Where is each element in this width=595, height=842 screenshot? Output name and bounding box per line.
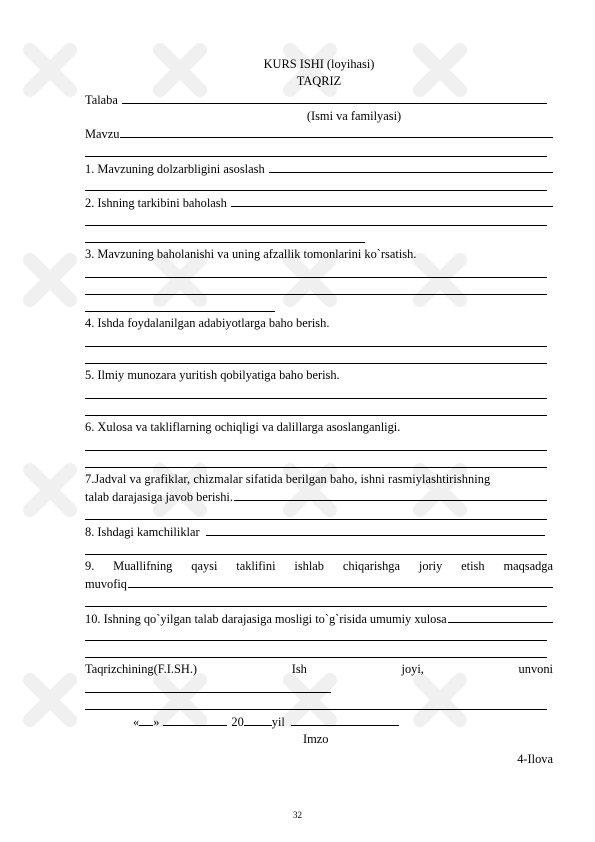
- day-field[interactable]: [139, 713, 153, 726]
- item-10-field[interactable]: [448, 610, 553, 623]
- student-label: Talaba: [85, 92, 118, 107]
- date-close-quote: »: [153, 715, 160, 730]
- item-4-field-line-1[interactable]: [85, 333, 553, 350]
- title-label: unvoni: [518, 662, 553, 677]
- item-7-label-line-1: [85, 471, 553, 488]
- appendix-label: 4-Ilova: [517, 751, 553, 766]
- item-9-word-8: etish: [461, 558, 485, 573]
- item-9-word-9: maqsadga: [503, 558, 553, 573]
- item-9-field-line-2[interactable]: [85, 592, 553, 609]
- item-6-label: 6. Xulosa va takliflarning ochiqligi va dalillarga asoslanganligi.: [85, 420, 401, 435]
- topic-field[interactable]: [120, 125, 553, 138]
- student-row: [85, 91, 553, 108]
- topic-label: Mavzu: [85, 127, 120, 142]
- year-field[interactable]: [244, 713, 272, 726]
- item-8-row: [85, 523, 553, 540]
- review-form: [85, 56, 553, 770]
- year-prefix: 20: [231, 715, 244, 730]
- signature-label: Imzo: [303, 731, 329, 746]
- item-9-row: [85, 575, 553, 592]
- item-10-field-line-3[interactable]: [85, 644, 553, 661]
- topic-row: [85, 125, 553, 142]
- student-hint: (Ismi va familyasi): [306, 108, 402, 123]
- item-5-field-line-2[interactable]: [85, 402, 553, 419]
- workplace-label-2: joyi,: [401, 662, 424, 677]
- form-title: KURS ISHI (loyihasi): [263, 57, 375, 71]
- reviewer-field-line-2[interactable]: [85, 696, 553, 713]
- item-2-field-line-3[interactable]: [85, 229, 553, 246]
- item-4-label: 4. Ishda foydalanilgan adabiyotlarga baho berish.: [85, 316, 330, 331]
- signature-field[interactable]: [291, 713, 399, 726]
- item-1-label: 1. Mavzuning dolzarbligini asoslash: [85, 161, 265, 176]
- item-9-word-2: Muallifning: [113, 558, 173, 573]
- date-open-quote: «: [133, 715, 140, 730]
- item-7-field[interactable]: [234, 488, 547, 501]
- item-7-row: [85, 488, 553, 505]
- item-2-field[interactable]: [231, 194, 553, 207]
- item-10-row: [85, 610, 553, 627]
- item-9-word-1: 9.: [85, 558, 95, 573]
- student-name-field[interactable]: [122, 91, 547, 104]
- reviewer-label: Taqrizchining(F.I.SH.): [85, 662, 198, 677]
- item-9-word-7: joriy: [418, 558, 443, 573]
- item-9-word-4: taklifini: [236, 558, 276, 573]
- item-9-label-b: muvofiq: [85, 576, 127, 591]
- item-10-field-line-2[interactable]: [85, 627, 553, 644]
- item-1-field[interactable]: [269, 160, 553, 173]
- item-2-row: [85, 194, 553, 211]
- item-5-label: 5. Ilmiy munozara yuritish qobilyatiga baho berish.: [85, 368, 340, 383]
- date-row: [85, 713, 553, 730]
- item-9-field[interactable]: [128, 575, 553, 588]
- item-3-label: 3. Mavzuning baholanishi va uning afzallik tomonlarini ko`rsatish.: [85, 247, 417, 262]
- item-4-field-line-2[interactable]: [85, 350, 553, 367]
- item-6-field-line-2[interactable]: [85, 454, 553, 471]
- item-7-label-b: talab darajasiga javob berishi.: [85, 490, 233, 505]
- page-number: 32: [293, 810, 302, 820]
- item-9-word-3: qaysi: [191, 558, 218, 573]
- item-3-field-line-2[interactable]: [85, 281, 553, 298]
- item-9-label-line-1: [85, 558, 553, 575]
- item-9-word-6: chiqarishga: [342, 558, 400, 573]
- workplace-label-1: Ish: [291, 662, 307, 677]
- item-3-field-line-3[interactable]: [85, 298, 553, 315]
- item-7-label-a: 7.Jadval va grafiklar, chizmalar sifatida berilgan baho, ishni rasmiylashtirishning: [85, 472, 491, 487]
- item-8-field[interactable]: [206, 523, 545, 536]
- topic-field-line-2[interactable]: [85, 142, 553, 159]
- item-9-word-5: ishlab: [294, 558, 324, 573]
- reviewer-field-line-1[interactable]: [85, 679, 553, 696]
- item-5-field-line-1[interactable]: [85, 385, 553, 402]
- item-8-label: 8. Ishdagi kamchiliklar: [85, 525, 200, 540]
- item-1-field-line-2[interactable]: [85, 177, 553, 194]
- item-7-field-line-2[interactable]: [85, 506, 553, 523]
- item-1-row: [85, 160, 553, 177]
- month-field[interactable]: [163, 713, 227, 726]
- item-3-field-line-1[interactable]: [85, 264, 553, 281]
- item-2-label: 2. Ishning tarkibini baholash: [85, 196, 227, 211]
- item-10-label: 10. Ishning qo`yilgan talab darajasiga mosligi to`g`risida umumiy xulosa: [85, 611, 447, 626]
- item-8-field-line-2[interactable]: [85, 540, 553, 557]
- reviewer-row: [85, 661, 553, 678]
- year-suffix: yil: [271, 715, 285, 730]
- item-6-field-line-1[interactable]: [85, 437, 553, 454]
- form-subtitle: TAQRIZ: [296, 74, 342, 89]
- item-2-field-line-2[interactable]: [85, 212, 553, 229]
